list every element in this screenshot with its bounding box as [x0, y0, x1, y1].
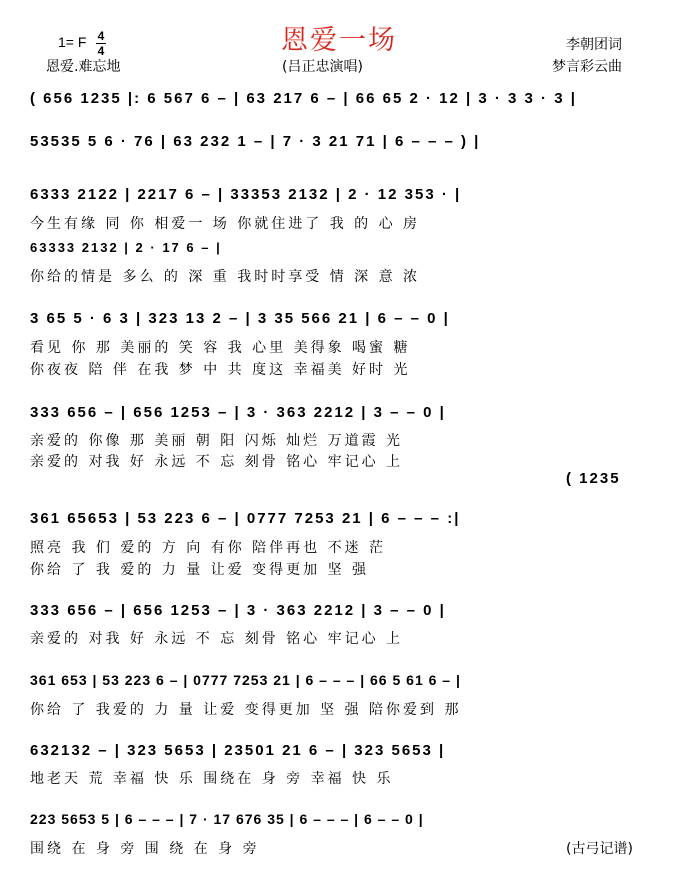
lyric-line: 围绕 在 身 旁 围 绕 在 身 旁: [30, 841, 260, 857]
score-line: [30, 90, 645, 116]
meter-bottom: 4: [97, 44, 105, 58]
score-line: [30, 510, 645, 536]
notation: 53535 5 6 · 76 | 63 232 1 – | 7 · 3 21 71 | 6 – – – ) |: [30, 133, 481, 150]
lyric-line: 你给的情是 多么 的 深 重 我时时享受 情 深 意 浓: [30, 269, 421, 285]
meter-top: 4: [97, 29, 105, 43]
lyric-line: 亲爱的 你像 那 美丽 朝 阳 闪烁 灿烂 万道霞 光: [30, 433, 404, 449]
notation: 223 5653 5 | 6 – – – | 7 · 17 676 35 | 6 – – – | 6 – – 0 |: [30, 811, 424, 827]
album-name: 恩爱.难忘地: [46, 59, 121, 75]
score-line: [30, 133, 645, 159]
reprise-intro: ( 1235: [566, 470, 621, 487]
lyric-line: 你给 了 我爱的 力 量 让爱 变得更加 坚 强 陪你爱到 那: [30, 702, 462, 718]
lyricist: 李朝团词: [566, 37, 622, 53]
lyric-line: 亲爱的 对我 好 永远 不 忘 刻骨 铭心 牢记心 上: [30, 454, 404, 470]
notation: 361 65653 | 53 223 6 – | 0777 7253 21 | 6 – – – :|: [30, 510, 461, 527]
transcriber-note: (古弓记谱): [566, 841, 633, 857]
page-title: 恩爱一场: [281, 25, 397, 56]
score-line: [30, 186, 645, 212]
lyric-line: 照亮 我 们 爱的 方 向 有你 陪伴再也 不迷 茫: [30, 540, 387, 556]
notation: ( 656 1235 |: 6 567 6 – | 63 217 6 – | 66 65 2 · 12 | 3 · 3 3 · 3 |: [30, 90, 577, 107]
notation: 6333 2122 | 2217 6 – | 33353 2132 | 2 · 12 353 · |: [30, 186, 462, 203]
notation: 333 656 – | 656 1253 – | 3 · 363 2212 | 3 – – 0 |: [30, 404, 446, 421]
notation: 3 65 5 · 6 3 | 323 13 2 – | 3 35 566 21 | 6 – – 0 |: [30, 310, 450, 327]
singer: (吕正忠演唱): [282, 59, 363, 75]
notation: 63333 2132 | 2 · 17 6 – |: [30, 240, 222, 255]
notation: 361 653 | 53 223 6 – | 0777 7253 21 | 6 – – – | 66 5 61 6 – |: [30, 672, 461, 688]
lyric-line: 亲爱的 对我 好 永远 不 忘 刻骨 铭心 牢记心 上: [30, 631, 404, 647]
lyric-line: 今生有缘 同 你 相爱一 场 你就住进了 我 的 心 房: [30, 216, 421, 232]
lyric-line: 你给 了 我 爱的 力 量 让爱 变得更加 坚 强: [30, 562, 370, 578]
score-line: [30, 672, 645, 698]
notation: 333 656 – | 656 1253 – | 3 · 363 2212 | 3 – – 0 |: [30, 602, 446, 619]
time-signature: [96, 30, 106, 57]
score-line: [30, 404, 645, 430]
key-signature: 1= F: [58, 34, 87, 50]
score-line: [30, 240, 645, 266]
lyric-line: 地老天 荒 幸福 快 乐 围绕在 身 旁 幸福 快 乐: [30, 771, 394, 787]
score-line: [30, 310, 645, 336]
score-line: [30, 602, 645, 628]
lyric-line: 看见 你 那 美丽的 笑 容 我 心里 美得象 喝蜜 糖: [30, 340, 411, 356]
notation: 632132 – | 323 5653 | 23501 21 6 – | 323 5653 |: [30, 742, 446, 759]
score-line: [30, 742, 645, 768]
score-line: [30, 811, 645, 837]
composer: 梦言彩云曲: [552, 59, 622, 75]
lyric-line: 你夜夜 陪 伴 在我 梦 中 共 度这 幸福美 好时 光: [30, 362, 411, 378]
